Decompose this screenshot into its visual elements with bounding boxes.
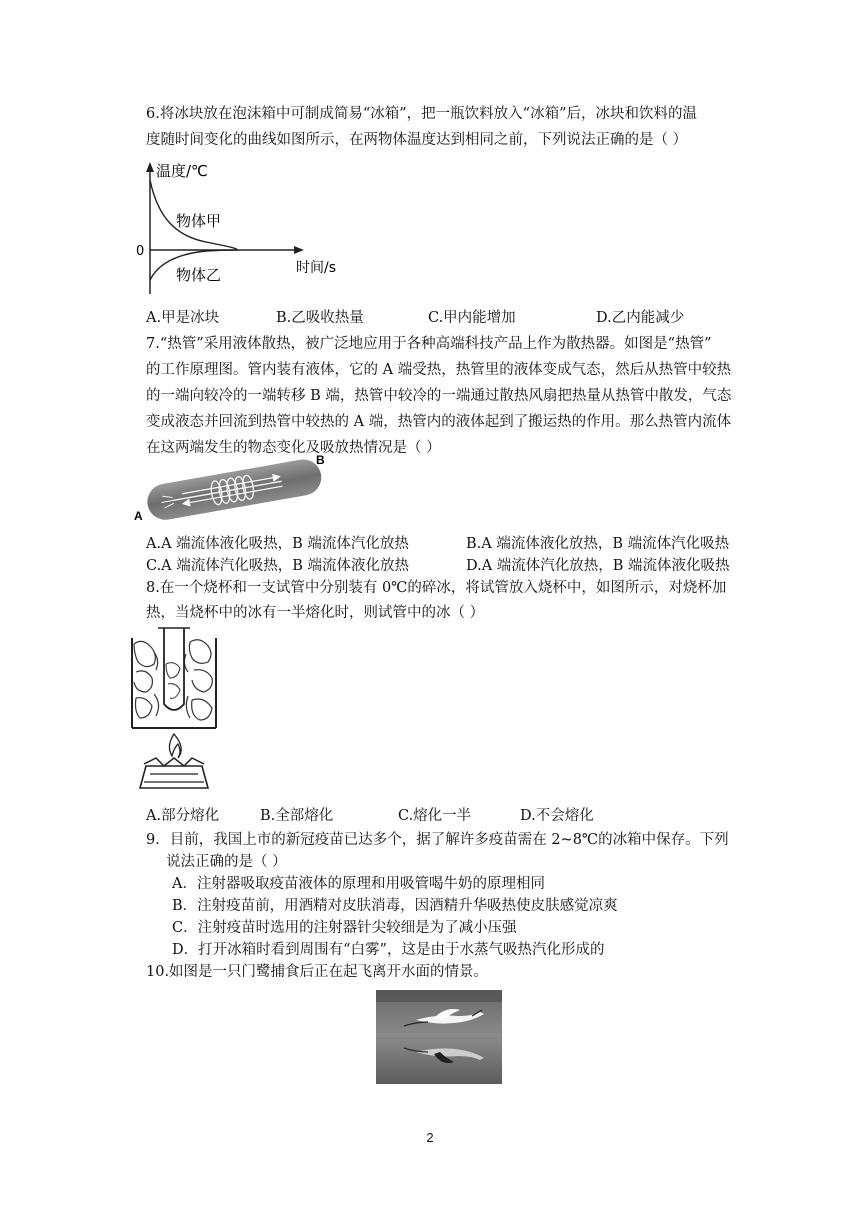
q6-option-d: D.乙内能减少 [596,310,685,326]
q7-option-c: C.A 端流体汽化吸热，B 端流体液化放热 [146,558,410,574]
temperature-time-graph [136,158,356,298]
beaker-test-tube-diagram [128,624,224,800]
graph-label-object-b: 物体乙 [176,266,222,284]
y-axis-arrow [146,162,154,172]
q6-option-b: B.乙吸收热量 [276,310,364,326]
q7-text-line3: 的一端向较冷的一端转移 B 端，热管中较冷的一端通过散热风扇把热量从热管中散发，气态 [146,388,732,404]
graph-xlabel: 时间/s [296,260,337,276]
x-axis-arrow [294,246,304,254]
q9-text-line1: 9．目前，我国上市的新冠疫苗已达多个，据了解许多疫苗需在 2~8℃的冰箱中保存。下列 [146,832,729,848]
q7-text-line4: 变成液态并回流到热管中较热的 A 端，热管内的液体起到了搬运热的作用。那么热管内流体 [146,414,732,430]
q6-option-c: C.甲内能增加 [428,310,516,326]
q6-text-line1: 6.将冰块放在泡沫箱中可制成简易“冰箱”，把一瓶饮料放入“冰箱”后，冰块和饮料的温 [146,106,697,122]
graph-ylabel: 温度/℃ [156,162,208,180]
q10-text-line1: 10.如图是一只门鹭捕食后正在起飞离开水面的情景。 [146,964,489,980]
q8-text-line1: 8.在一个烧杯和一支试管中分别装有 0℃的碎冰，将试管放入烧杯中，如图所示，对烧杯加 [146,580,727,596]
q7-text-line1: 7.“热管”采用液体散热，被广泛地应用于各种高端科技产品上作为散热器。如图是“热管” [146,336,712,352]
heat-pipe-diagram [132,450,332,526]
graph-label-object-a: 物体甲 [176,212,222,230]
heat-pipe-label-a: A [134,509,143,523]
q9-option-a: A．注射器吸取疫苗液体的原理和用吸管喝牛奶的原理相同 [172,876,545,892]
q9-option-d: D．打开冰箱时看到周围有“白雾”，这是由于水蒸气吸热汽化形成的 [172,942,605,958]
q7-option-d: D.A 端流体汽化放热，B 端流体液化吸热 [466,558,730,574]
crushed-ice-beaker [134,640,212,720]
q7-option-a: A.A 端流体液化吸热，B 端流体汽化放热 [146,536,409,552]
q9-text-line2: 说法正确的是（ ） [166,854,287,870]
crushed-ice-tube [166,663,180,699]
q6-option-a: A.甲是冰块 [146,310,220,326]
egret-photo [376,990,502,1084]
burner [140,766,208,788]
q6-text-line2: 度随时间变化的曲线如图所示，在两物体温度达到相同之前，下列说法正确的是（ ） [146,132,688,148]
q9-option-b: B．注射疫苗前，用酒精对皮肤消毒，因酒精升华吸热使皮肤感觉凉爽 [172,898,618,914]
q9-option-c: C．注射疫苗时选用的注射器针尖较细是为了减小压强 [172,920,517,936]
q8-option-d: D.不会熔化 [520,808,594,824]
q7-text-line5: 在这两端发生的物态变化及吸放热情况是（ ） [146,440,441,456]
q7-option-b: B.A 端流体液化放热，B 端流体汽化吸热 [466,536,730,552]
q8-option-c: C.熔化一半 [398,808,472,824]
q7-text-line2: 的工作原理图。管内装有液体，它的 A 端受热，热管里的液体变成气态，然后从热管中较热 [146,362,732,378]
flame [169,734,181,758]
graph-origin: 0 [136,244,145,259]
heat-pipe-label-b: B [316,453,325,467]
q8-option-b: B.全部熔化 [260,808,334,824]
q8-option-a: A.部分熔化 [146,808,220,824]
page-number: 2 [426,1130,434,1145]
q8-text-line2: 热，当烧杯中的冰有一半熔化时，则试管中的冰（ ） [146,605,485,621]
